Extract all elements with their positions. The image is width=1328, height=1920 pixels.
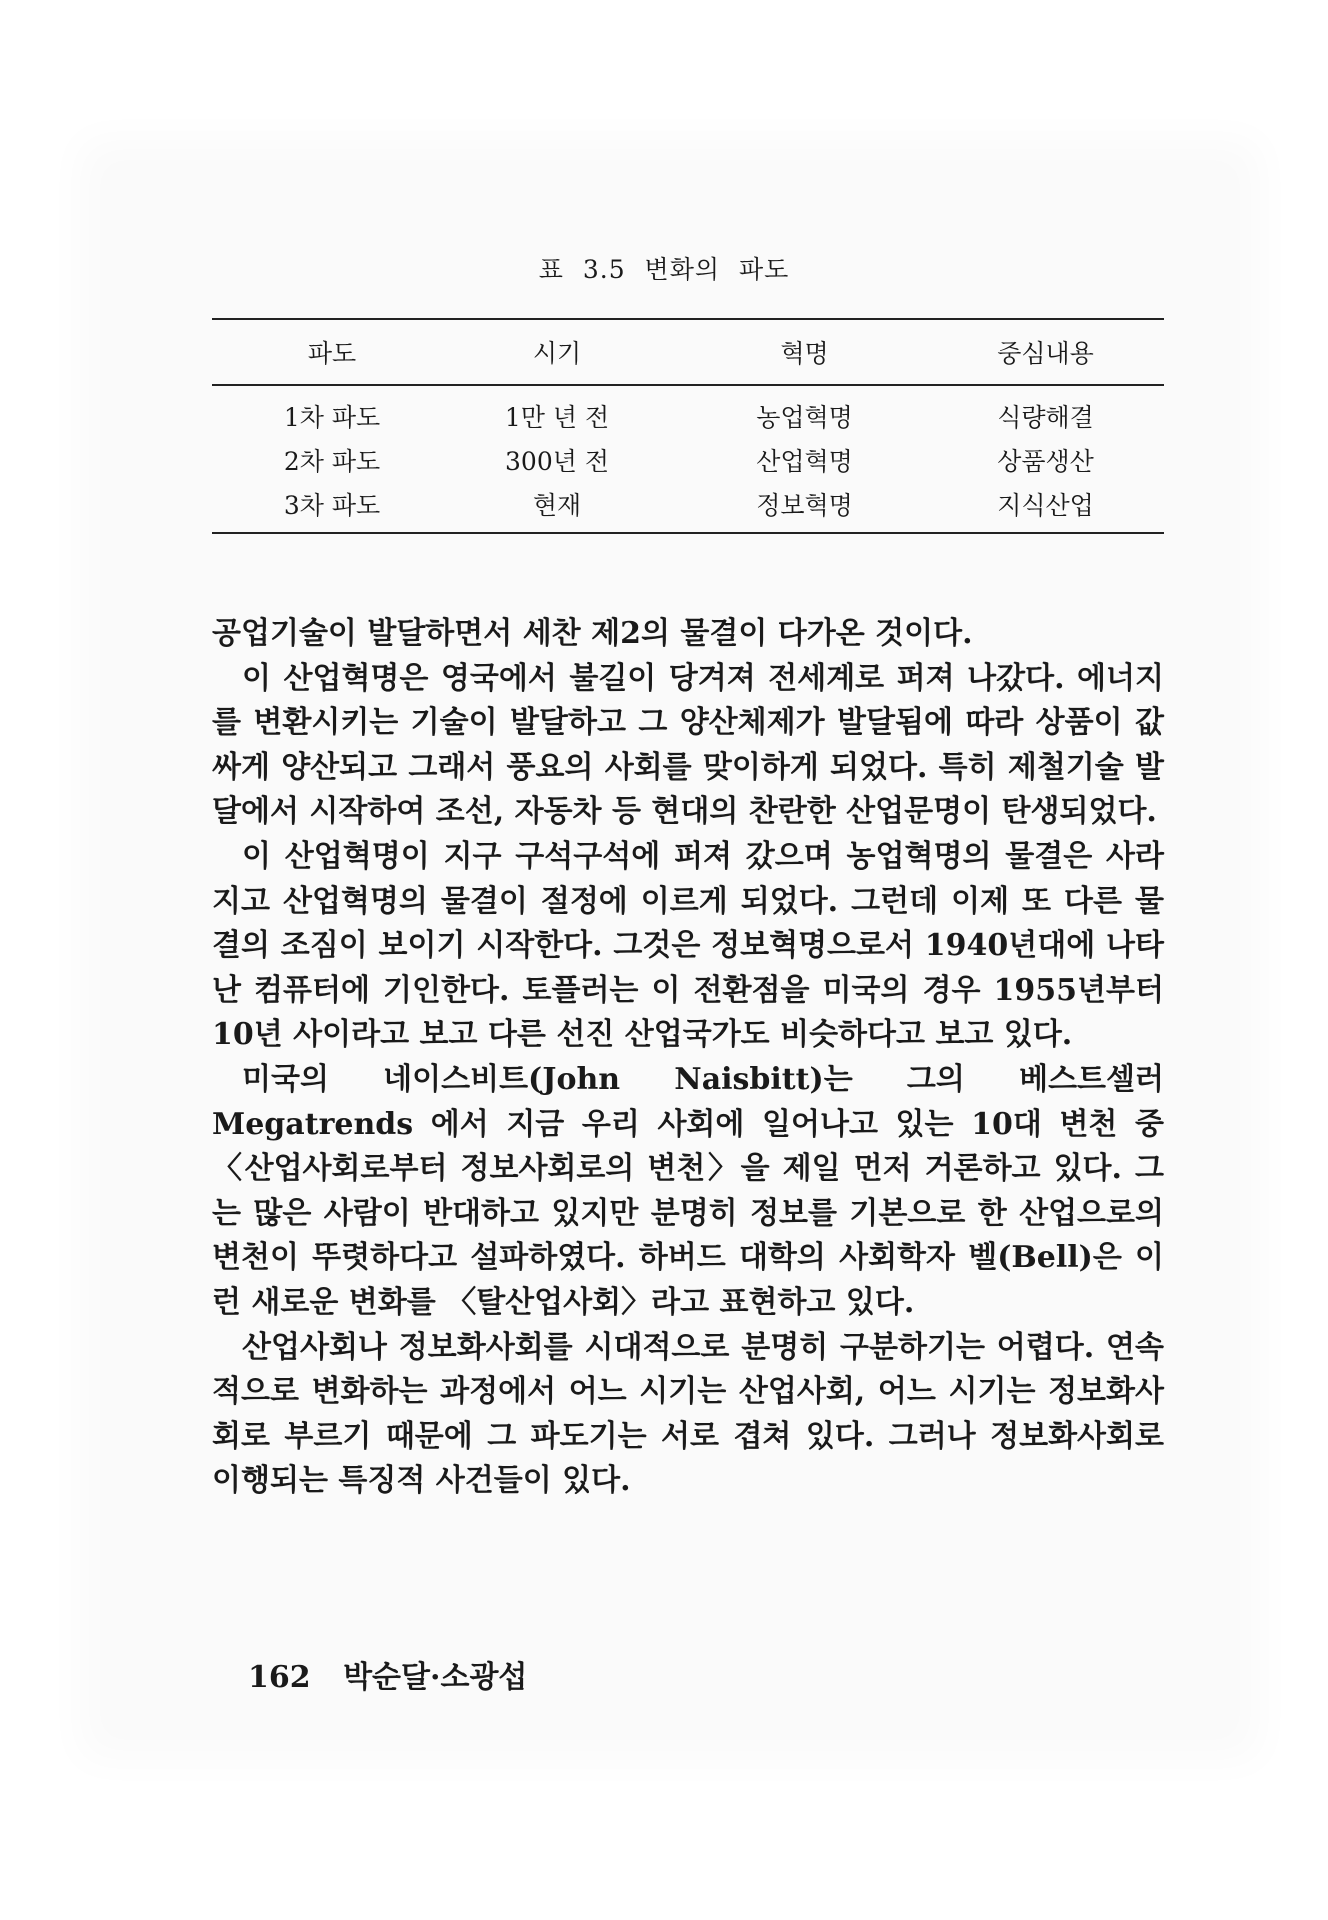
table-cell: 지식산업 [997,491,1094,520]
page-footer [248,1652,527,1696]
page-number: 162 [248,1660,311,1695]
paragraph: 공업기술이 발달하면서 세찬 제2의 물결이 다가온 것이다. [212,616,973,651]
table-cell: 1차 파도 [283,403,381,432]
footer-authors: 박순달·소광섭 [343,1660,528,1695]
header-cell-core-content: 중심내용 [997,339,1094,368]
table-cell: 식량해결 [997,403,1094,432]
header-cell-period: 시기 [532,339,582,368]
table-cell: 상품생산 [997,447,1094,476]
table-body [212,386,1164,532]
table-cell: 1만 년 전 [504,403,610,432]
table-caption: 표 3.5 변화의 파도 [538,255,790,284]
waves-table [212,318,1164,534]
body-text [212,612,1164,1504]
table-row [212,482,1164,526]
table-row [212,394,1164,438]
table-header-row [212,320,1164,386]
table-cell: 농업혁명 [756,403,853,432]
paragraph: 미국의 네이스비트(John Naisbitt)는 그의 베스트셀러 Megatrends 에서 지금 우리 사회에 일어나고 있는 10대 변천 중 〈산업사회로부터 정보사회로의 변천〉을 제일 먼저 거론하고 있다. 그는 많은 사람이 반대하고 있지만 분명히 정보를 기본으로 한 산업으로의 변천이 뚜렷하다고 설파하였다. 하버드 대학의 사회학자 벨(Bell)은 이런 새로운 변화를 〈탈산업사회〉라고 표현하고 있다. [212,1061,1164,1320]
header-cell-wave: 파도 [307,339,357,368]
paragraph: 산업사회나 정보화사회를 시대적으로 분명히 구분하기는 어렵다. 연속적으로 변화하는 과정에서 어느 시기는 산업사회, 어느 시기는 정보화사회로 부르기 때문에 그 파도기는 서로 겹쳐 있다. 그러나 정보화사회로 이행되는 특징적 사건들이 있다. [212,1329,1164,1499]
paragraph: 이 산업혁명이 지구 구석구석에 퍼져 갔으며 농업혁명의 물결은 사라지고 산업혁명의 물결이 절정에 이르게 되었다. 그런데 이제 또 다른 물결의 조짐이 보이기 시작한다. 그것은 정보혁명으로서 1940년대에 나타난 컴퓨터에 기인한다. 토플러는 이 전환점을 미국의 경우 1955년부터 10년 사이라고 보고 다른 선진 산업국가도 비슷하다고 보고 있다. [212,838,1164,1053]
table-row [212,438,1164,482]
table-cell: 현재 [532,491,582,520]
header-cell-revolution: 혁명 [780,339,829,368]
table-cell: 3차 파도 [283,491,381,520]
table-cell: 산업혁명 [756,447,853,476]
table-cell: 정보혁명 [756,491,853,520]
table-cell: 2차 파도 [283,447,381,476]
table-cell: 300년 전 [505,447,609,476]
paragraph: 이 산업혁명은 영국에서 불길이 당겨져 전세계로 퍼져 나갔다. 에너지를 변환시키는 기술이 발달하고 그 양산체제가 발달됨에 따라 상품이 값싸게 양산되고 그래서 풍요의 사회를 맞이하게 되었다. 특히 제철기술 발달에서 시작하여 조선, 자동차 등 현대의 찬란한 산업문명이 탄생되었다. [212,660,1164,830]
